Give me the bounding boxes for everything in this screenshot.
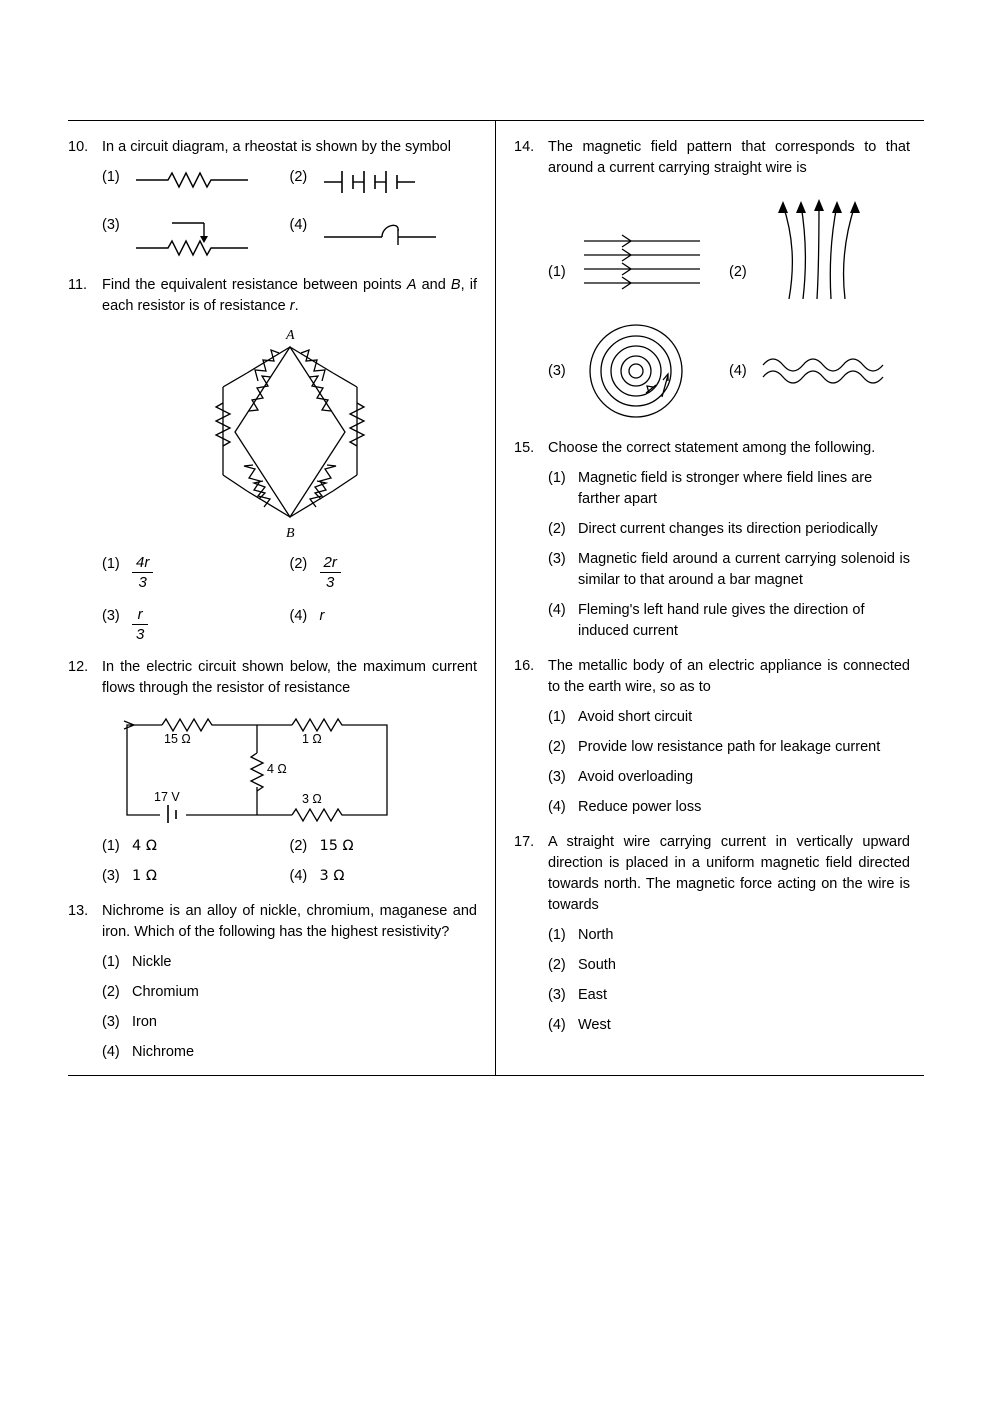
question-17-option-4[interactable] bbox=[548, 1015, 910, 1036]
question-10-option-3[interactable] bbox=[102, 215, 290, 261]
option-text: r bbox=[319, 607, 325, 624]
option-text: Avoid overloading bbox=[578, 769, 694, 786]
question-13-options bbox=[102, 952, 477, 1063]
question-12-option-4[interactable] bbox=[290, 866, 478, 887]
right-column bbox=[496, 121, 924, 1075]
option-text: Chromium bbox=[132, 984, 199, 1001]
question-11-option-3[interactable] bbox=[102, 606, 290, 644]
option-label: (3) bbox=[548, 551, 566, 568]
svg-text:A: A bbox=[285, 328, 295, 344]
svg-text:4 Ω: 4 Ω bbox=[267, 762, 287, 777]
option-text: 1 Ω bbox=[132, 868, 157, 885]
svg-text:3 Ω: 3 Ω bbox=[302, 792, 322, 807]
question-16 bbox=[514, 656, 910, 698]
option-text: Magnetic field is stronger where field lines are farther apart bbox=[578, 470, 873, 508]
parallel-field-lines-icon bbox=[578, 225, 729, 305]
fraction-denominator: 3 bbox=[326, 574, 335, 592]
question-11-option-2[interactable] bbox=[290, 554, 478, 592]
question-12 bbox=[68, 657, 477, 699]
fraction-denominator: 3 bbox=[138, 574, 147, 592]
question-17-options bbox=[548, 925, 910, 1036]
question-13-option-3[interactable] bbox=[102, 1012, 477, 1033]
option-text: 3 Ω bbox=[319, 868, 345, 885]
option-text: Iron bbox=[132, 1014, 157, 1031]
question-17 bbox=[514, 832, 910, 916]
question-15-option-4[interactable] bbox=[548, 600, 910, 642]
option-text: Fleming's left hand rule gives the direction of induced current bbox=[578, 602, 865, 640]
option-label: (4) bbox=[548, 602, 566, 619]
question-12-options bbox=[102, 836, 477, 887]
option-text: North bbox=[578, 927, 614, 944]
option-label: (2) bbox=[548, 521, 566, 538]
option-text: Nickle bbox=[132, 954, 172, 971]
option-label: (2) bbox=[289, 169, 308, 186]
option-text: Direct current changes its direction periodically bbox=[578, 521, 878, 538]
question-10-number: 10. bbox=[68, 139, 89, 155]
question-10-option-4[interactable] bbox=[290, 215, 478, 261]
svg-text:17 V: 17 V bbox=[154, 790, 180, 805]
option-label: (1) bbox=[548, 264, 566, 281]
question-12-option-3[interactable] bbox=[102, 866, 290, 887]
question-16-number: 16. bbox=[514, 658, 535, 675]
option-label: (4) bbox=[289, 217, 308, 234]
option-label: (1) bbox=[548, 470, 566, 487]
question-13-number: 13. bbox=[68, 903, 89, 920]
option-text: Avoid short circuit bbox=[578, 709, 693, 726]
question-13-option-1[interactable] bbox=[102, 952, 477, 973]
bar-magnet-field-lines-icon bbox=[759, 195, 910, 305]
option-label: (3) bbox=[102, 217, 120, 234]
question-13 bbox=[68, 901, 477, 943]
fraction-4r-3 bbox=[132, 554, 153, 592]
option-label: (3) bbox=[548, 363, 566, 380]
option-label: (4) bbox=[289, 868, 308, 885]
wavy-field-lines-icon bbox=[759, 347, 910, 397]
option-text: 4 Ω bbox=[132, 838, 157, 855]
svg-text:15 Ω: 15 Ω bbox=[164, 732, 191, 747]
two-column-layout bbox=[68, 121, 924, 1075]
question-11 bbox=[68, 275, 477, 317]
option-text: Magnetic field around a current carrying solenoid is similar to that around a bar magnet bbox=[578, 551, 910, 589]
option-text: East bbox=[578, 987, 608, 1004]
switch-symbol-icon bbox=[320, 215, 478, 261]
option-text: West bbox=[578, 1017, 611, 1034]
question-14-options bbox=[548, 195, 910, 424]
question-17-number: 17. bbox=[514, 834, 535, 851]
fraction-2r-3 bbox=[320, 554, 341, 592]
rheostat-symbol-1-icon bbox=[132, 167, 290, 197]
option-label: (1) bbox=[102, 556, 120, 573]
option-text: Nichrome bbox=[132, 1044, 195, 1061]
question-17-option-3[interactable] bbox=[548, 985, 910, 1006]
question-11-option-4[interactable] bbox=[290, 606, 478, 644]
fraction-numerator: 2r bbox=[320, 554, 341, 573]
option-label: (4) bbox=[289, 607, 308, 624]
question-15-option-1[interactable] bbox=[548, 468, 910, 510]
question-12-circuit-figure bbox=[102, 707, 477, 827]
option-label: (1) bbox=[102, 954, 120, 971]
option-label: (1) bbox=[102, 838, 120, 855]
battery-symbol-icon bbox=[320, 167, 478, 197]
question-11-number: 11. bbox=[68, 277, 88, 294]
option-label: (2) bbox=[102, 984, 120, 1001]
option-label: (3) bbox=[102, 607, 120, 624]
question-15-option-2[interactable] bbox=[548, 519, 910, 540]
question-11-text: Find the equivalent resistance between points A and B, if each resistor is of resistance r. bbox=[102, 277, 477, 315]
option-label: (2) bbox=[289, 838, 308, 855]
question-13-text: Nichrome is an alloy of nickle, chromium, maganese and iron. Which of the following has the highest resistivity? bbox=[102, 903, 477, 941]
option-text: South bbox=[578, 957, 616, 974]
question-16-option-3[interactable] bbox=[548, 767, 910, 788]
fraction-r-3 bbox=[132, 606, 148, 644]
question-16-option-4[interactable] bbox=[548, 797, 910, 818]
question-14-option-1[interactable] bbox=[548, 225, 729, 305]
question-14-option-2[interactable] bbox=[729, 195, 910, 305]
question-10-text: In a circuit diagram, a rheostat is shown by the symbol bbox=[102, 139, 451, 155]
question-14-text: The magnetic field pattern that corresponds to that around a current carrying straight wire is bbox=[548, 139, 910, 177]
question-11-circuit-figure bbox=[102, 325, 477, 545]
option-label: (1) bbox=[548, 927, 566, 944]
option-label: (4) bbox=[729, 363, 747, 380]
question-12-number: 12. bbox=[68, 659, 89, 676]
question-14-option-4[interactable] bbox=[729, 347, 910, 397]
question-15-option-3[interactable] bbox=[548, 549, 910, 591]
concentric-circles-field-icon bbox=[578, 319, 729, 424]
question-16-option-2[interactable] bbox=[548, 737, 910, 758]
question-17-option-2[interactable] bbox=[548, 955, 910, 976]
left-column bbox=[68, 121, 496, 1075]
question-15-number: 15. bbox=[514, 440, 535, 457]
question-10-options bbox=[102, 167, 477, 261]
option-text: 15 Ω bbox=[319, 838, 354, 855]
fraction-numerator: 4r bbox=[132, 554, 153, 573]
option-label: (3) bbox=[548, 769, 566, 786]
question-12-option-2[interactable] bbox=[290, 836, 478, 857]
question-15-options bbox=[548, 468, 910, 642]
option-label: (4) bbox=[102, 1044, 120, 1061]
question-12-option-1[interactable] bbox=[102, 836, 290, 857]
option-label: (1) bbox=[548, 709, 566, 726]
option-label: (1) bbox=[102, 169, 120, 186]
question-10 bbox=[68, 137, 477, 158]
question-16-text: The metallic body of an electric appliance is connected to the earth wire, so as to bbox=[548, 658, 910, 696]
option-label: (3) bbox=[548, 987, 566, 1004]
svg-text:1 Ω: 1 Ω bbox=[302, 732, 322, 747]
question-sheet bbox=[68, 120, 924, 1076]
option-label: (2) bbox=[548, 739, 566, 756]
question-16-option-1[interactable] bbox=[548, 707, 910, 728]
question-16-options bbox=[548, 707, 910, 818]
option-label: (3) bbox=[102, 868, 120, 885]
option-label: (4) bbox=[548, 799, 566, 816]
svg-text:B: B bbox=[285, 526, 295, 542]
question-10-option-2[interactable] bbox=[290, 167, 478, 197]
option-label: (2) bbox=[289, 556, 308, 573]
question-15-text: Choose the correct statement among the following. bbox=[548, 440, 876, 457]
question-17-option-1[interactable] bbox=[548, 925, 910, 946]
option-label: (2) bbox=[729, 264, 747, 281]
question-13-option-4[interactable] bbox=[102, 1042, 477, 1063]
fraction-denominator: 3 bbox=[136, 625, 145, 643]
option-label: (3) bbox=[102, 1014, 120, 1031]
question-14-number: 14. bbox=[514, 139, 535, 155]
question-11-options bbox=[102, 554, 477, 643]
question-14 bbox=[514, 137, 910, 179]
question-11-option-1[interactable] bbox=[102, 554, 290, 592]
option-label: (4) bbox=[548, 1017, 566, 1034]
rheostat-symbol-3-icon bbox=[132, 215, 290, 261]
option-text: Provide low resistance path for leakage current bbox=[578, 739, 881, 756]
option-text: Reduce power loss bbox=[578, 799, 702, 816]
question-12-text: In the electric circuit shown below, the maximum current flows through the resistor of resistance bbox=[102, 659, 477, 697]
fraction-numerator: r bbox=[132, 606, 148, 625]
question-17-text: A straight wire carrying current in vertically upward direction is placed in a uniform magnetic field directed towards north. The magnetic force acting on the wire is towards bbox=[548, 834, 910, 914]
option-label: (2) bbox=[548, 957, 566, 974]
question-15 bbox=[514, 438, 910, 459]
question-14-option-3[interactable] bbox=[548, 319, 729, 424]
question-13-option-2[interactable] bbox=[102, 982, 477, 1003]
question-10-option-1[interactable] bbox=[102, 167, 290, 197]
